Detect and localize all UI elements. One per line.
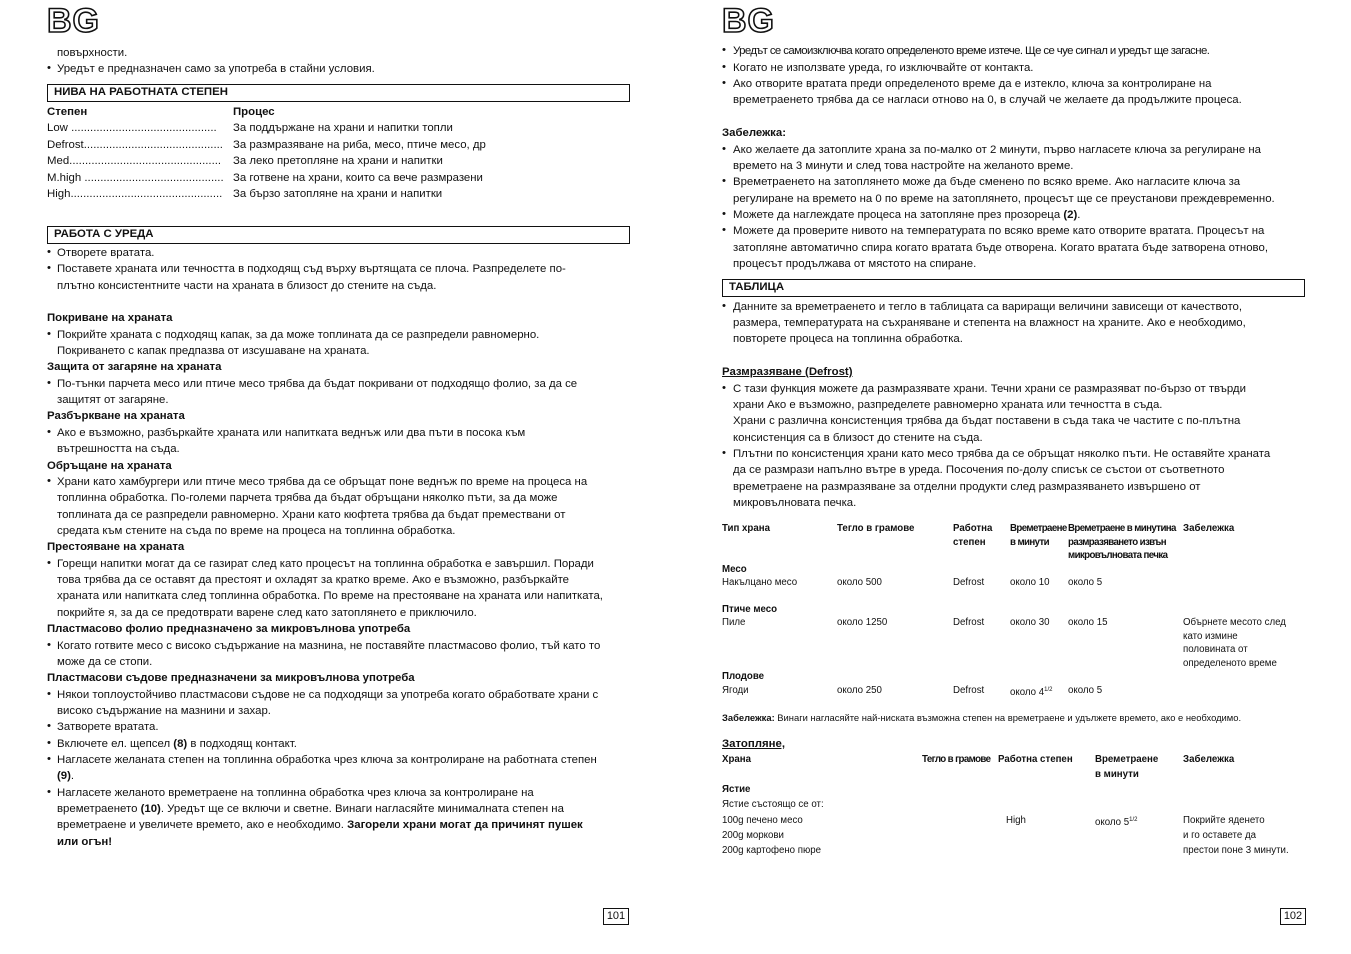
paragraph-line: Ако отворите вратата преди определеното време да е изтекло, ключа за контролиране на bbox=[733, 78, 1212, 90]
table-cell: около 30 bbox=[1010, 617, 1050, 628]
table-note-cell: определеното време bbox=[1183, 658, 1277, 669]
bullet: • bbox=[47, 377, 51, 389]
step-place-food: плътно консистентните части на храната в близост до стените на съда. bbox=[57, 280, 437, 292]
bullet: • bbox=[47, 737, 51, 749]
level-name: Low .............................................. bbox=[47, 122, 217, 134]
level-process: За бързо затопляне на храни и напитки bbox=[233, 188, 443, 200]
bullet: • bbox=[722, 143, 726, 155]
paragraph-line: Плътни по консистенция храни като месо трябва да се обръщат няколко пъти. Не оставяйте храната bbox=[733, 448, 1271, 460]
table-header-time-after: размразяването извън bbox=[1068, 537, 1167, 548]
left-intro-bullet: Уредът е предназначен само за употреба в стайни условия. bbox=[57, 63, 375, 75]
table-cell: Defrost bbox=[953, 685, 985, 696]
table-cell: 200g картофено пюре bbox=[722, 845, 822, 856]
subheading-foil: Пластмасово фолио предназначено за микровълнова употреба bbox=[47, 623, 411, 635]
paragraph-line: времетраене на размразяване за отделни продукти след размразяването извършено от bbox=[733, 481, 1201, 493]
paragraph-line: Времетраенето на затоплянето може да бъде сменено по всяко време. Ако нагласите ключа за bbox=[733, 176, 1241, 188]
table-cell: около $5^{1/2}$ bbox=[1095, 817, 1138, 829]
paragraph-line: вътрешността на съда. bbox=[57, 443, 180, 455]
subheading-turn: Обръщане на храната bbox=[47, 460, 172, 472]
table-header-food: Храна bbox=[722, 754, 752, 765]
table-note-cell: Обърнете месото след bbox=[1183, 617, 1286, 628]
bullet: • bbox=[47, 475, 51, 487]
paragraph-line: Горещи напитки могат да се газират след като процесът на топлинна обработка е завършил. Поради bbox=[57, 558, 594, 570]
page-number: 101 bbox=[603, 908, 629, 925]
paragraph-line: Покриването с капак предпазва от изсушаване на храната. bbox=[57, 345, 370, 357]
table-header-time: Времетраене bbox=[1095, 754, 1159, 765]
paragraph-line: храни Ако е възможно, разпределете равномерно храната или течността в съда. bbox=[733, 399, 1163, 411]
table-header-time: Времетраене bbox=[1010, 523, 1067, 534]
bullet: • bbox=[47, 786, 51, 798]
paragraph-line: регулиране на времето на 0 по време на затоплянето, процесът ще се преустанови преждевременно. bbox=[733, 193, 1275, 205]
table-note-cell: престои поне 3 минути. bbox=[1183, 845, 1289, 856]
paragraph-line: да се размрази напълно вътре в уреда. Посочения по-долу списък се състои от съответното bbox=[733, 464, 1225, 476]
step-plug-in: Включете ел. щепсел (8) в подходящ контакт. bbox=[57, 738, 297, 750]
bullet: • bbox=[722, 300, 726, 312]
note-heading: Забележка: bbox=[722, 127, 787, 139]
paragraph-line: Уредът се самоизключва когато определеното време изтече. Ще се чуе сигнал и уредът ще загасне. bbox=[733, 45, 1210, 57]
bullet: • bbox=[722, 208, 726, 220]
paragraph-line: Ако е възможно, разбъркайте храната или напитката веднъж или два пъти в посока към bbox=[57, 427, 526, 439]
paragraph-line: процесът продължава от мястото на спиране. bbox=[733, 258, 977, 270]
table-header-time-after: Времетраене в минутина bbox=[1068, 523, 1176, 534]
paragraph-line: С тази функция можете да размразявате храни. Течни храни се размразяват по-бързо от твърди bbox=[733, 383, 1246, 395]
table-cell: около 5 bbox=[1068, 685, 1103, 696]
paragraph-line: Когато готвите месо с високо съдържание на мазнина, не поставяйте пластмасово фолио, тъй като то bbox=[57, 640, 601, 652]
right-language-label: BG bbox=[722, 2, 775, 40]
table-note-cell: като измине bbox=[1183, 631, 1238, 642]
heating-heading: Затопляне, bbox=[722, 738, 785, 750]
paragraph-line: средата към стените на съда по време на процеса на топлинна обработка. bbox=[57, 525, 456, 537]
bullet: • bbox=[47, 720, 51, 732]
table-category: Плодове bbox=[722, 671, 765, 682]
paragraph-line: повторете процеса на топлинна обработка. bbox=[733, 333, 963, 345]
paragraph-line: Данните за времетраенето и тегло в таблицата са вариращи величини зависещи от качеството, bbox=[733, 301, 1243, 313]
table-cell: около 10 bbox=[1010, 577, 1050, 588]
left-intro-line: повърхности. bbox=[57, 47, 128, 59]
paragraph-line: времетраенето трябва да се нагласи отново на 0, в случай че желаете да продължите процеса. bbox=[733, 94, 1242, 106]
table-category: Птиче месо bbox=[722, 604, 778, 615]
paragraph-line: високо съдържание на мазнини и захар. bbox=[57, 705, 271, 717]
step-place-food: Поставете храната или течността в подходящ съд върху въртящата се плоча. Разпределете по- bbox=[57, 263, 566, 275]
step-close-door: Затворете вратата. bbox=[57, 721, 159, 733]
paragraph-line: размера, температурата на съхраняване и степента на влажност на храните. Ако е необходимо, bbox=[733, 317, 1246, 329]
table-note-cell: половината от bbox=[1183, 644, 1248, 655]
paragraph-line: Ако желаете да затоплите храна за по-малко от 2 минути, първо нагласете ключа за регулиране на bbox=[733, 144, 1261, 156]
table-cell: Ягоди bbox=[722, 685, 749, 696]
table-cell: Ястие състоящо се от: bbox=[722, 799, 824, 810]
bullet: • bbox=[47, 62, 51, 74]
paragraph-line: микровълновата печка. bbox=[733, 497, 857, 509]
table-category: Ястие bbox=[722, 784, 751, 795]
bullet: • bbox=[47, 639, 51, 651]
paragraph-line: По-тънки парчета месо или птиче месо трябва да бъдат покривани от подходящо фолио, за да се bbox=[57, 378, 578, 390]
bullet: • bbox=[47, 426, 51, 438]
paragraph-line: Можете да наглеждате процеса на затопляне през прозореца (2). bbox=[733, 209, 1081, 221]
table-category: Месо bbox=[722, 564, 747, 575]
table-header-level: Работна bbox=[953, 523, 993, 534]
level-name: Defrost............................................ bbox=[47, 139, 223, 151]
bullet: • bbox=[47, 753, 51, 765]
level-process: За поддържане на храни и напитки топли bbox=[233, 122, 453, 134]
table-cell: Defrost bbox=[953, 577, 985, 588]
table-cell: High bbox=[1006, 815, 1026, 826]
table-cell: 200g моркови bbox=[722, 830, 784, 841]
paragraph-line: топлината да се разпредели равномерно. Храни като кюфтета трябва да бъдат премествани от bbox=[57, 509, 566, 521]
table-header-level: степен bbox=[953, 537, 986, 548]
bullet: • bbox=[722, 61, 726, 73]
table-cell: около 500 bbox=[837, 577, 882, 588]
table-header-time: в минути bbox=[1010, 537, 1050, 548]
paragraph-line: топлинна обработка. По-големи парчета трябва да бъдат обръщани няколко пъти, за да може bbox=[57, 492, 558, 504]
subheading-cover: Покриване на храната bbox=[47, 312, 173, 324]
paragraph-line: Храни като хамбургери или птиче месо трябва да се обръщат поне веднъж по време на процеса на bbox=[57, 476, 588, 488]
level-name: Med................................................ bbox=[47, 155, 222, 167]
table-note-cell: и го оставете да bbox=[1183, 830, 1257, 841]
bullet: • bbox=[47, 246, 51, 258]
paragraph-line: защитят от загаряне. bbox=[57, 394, 169, 406]
bullet: • bbox=[722, 224, 726, 236]
bullet: • bbox=[722, 44, 726, 56]
table-cell: 100g печено месо bbox=[722, 815, 803, 826]
table-header-weight: Тегло в грамове bbox=[837, 523, 915, 534]
table-header-food-type: Тип храна bbox=[722, 523, 770, 534]
bullet: • bbox=[47, 328, 51, 340]
table-header-time-after: микровълновата печка bbox=[1068, 550, 1168, 561]
paragraph-line: може да се стопи. bbox=[57, 656, 153, 668]
step-set-time: времетраене и увеличете времето, ако е необходимо. Загорели храни могат да причинят пушек bbox=[57, 819, 583, 831]
subheading-protect: Защита от загаряне на храната bbox=[47, 361, 222, 373]
table-cell: около 1250 bbox=[837, 617, 888, 628]
paragraph-line: Храни с различна консистенция трябва да бъдат поставени в съда така че частите с по-плътна bbox=[733, 415, 1241, 427]
bullet: • bbox=[722, 382, 726, 394]
table-cell: около 250 bbox=[837, 685, 882, 696]
table-header-level: Работна степен bbox=[998, 754, 1073, 765]
step-open-door: Отворете вратата. bbox=[57, 247, 155, 259]
subheading-stand: Престояване на храната bbox=[47, 541, 185, 553]
table-header-time: в минути bbox=[1095, 769, 1139, 780]
table-header-note: Забележка bbox=[1183, 754, 1235, 765]
section-heading-table: ТАБЛИЦА bbox=[722, 279, 1305, 297]
bullet: • bbox=[722, 77, 726, 89]
subheading-containers: Пластмасови съдове предназначени за микровълнова употреба bbox=[47, 672, 415, 684]
step-set-power: Нагласете желаната степен на топлинна обработка чрез ключа за контролиране на работната степен bbox=[57, 754, 597, 766]
table-note-cell: Покрийте яденето bbox=[1183, 815, 1265, 826]
level-process: За размразяване на риба, месо, птиче месо, др bbox=[233, 139, 486, 151]
paragraph-line: храната или напитката след топлинна обработка. По време на престояване на храната или напитката, bbox=[57, 590, 603, 602]
paragraph-line: Някои топлоустойчиво пластмасови съдове не са подходящи за употреба когато обработвате храни с bbox=[57, 689, 599, 701]
defrost-heading: Размразяване (Defrost) bbox=[722, 366, 853, 378]
level-name: High................................................ bbox=[47, 188, 223, 200]
table-cell: около $4^{1/2}$ bbox=[1010, 687, 1053, 699]
subheading-stir: Разбъркване на храната bbox=[47, 410, 185, 422]
bullet: • bbox=[47, 557, 51, 569]
level-process: За готвене на храни, които са вече размразени bbox=[233, 172, 483, 184]
step-set-time: Нагласете желаното времетраене на топлинна обработка чрез ключа за контролиране на bbox=[57, 787, 534, 799]
table-cell: Накълцано месо bbox=[722, 577, 798, 588]
bullet: • bbox=[722, 175, 726, 187]
paragraph-line: времето на 3 минути и след това настройте на желаното време. bbox=[733, 160, 1074, 172]
bullet: • bbox=[47, 262, 51, 274]
table-cell: Defrost bbox=[953, 617, 985, 628]
table-cell: около 5 bbox=[1068, 577, 1103, 588]
table-cell: Пиле bbox=[722, 617, 746, 628]
step-set-time: или огън! bbox=[57, 836, 113, 848]
table-header-note: Забележка bbox=[1183, 523, 1235, 534]
paragraph-line: покрийте я, за да се предотврати варене след като затоплянето е приключило. bbox=[57, 607, 477, 619]
section-heading-operation: РАБОТА С УРЕДА bbox=[47, 226, 630, 244]
step-set-power: (9). bbox=[57, 770, 75, 782]
level-process: За леко претопляне на храни и напитки bbox=[233, 155, 443, 167]
step-set-time: времетраенето (10). Уредът ще се включи и светне. Винаги нагласяйте минималната степен на bbox=[57, 803, 564, 815]
paragraph-line: Когато не използвате уреда, го изключвайте от контакта. bbox=[733, 62, 1034, 74]
levels-header-level: Степен bbox=[47, 106, 88, 118]
paragraph-line: Можете да проверите нивото на температурата по всяко време като отворите вратата. Процесът на bbox=[733, 225, 1265, 237]
bullet: • bbox=[722, 447, 726, 459]
table-footnote: Забележка: Винаги нагласяйте най-ниската възможна степен на времетраене и удължете времето, ако е необходимо. bbox=[722, 712, 1242, 723]
levels-header-process: Процес bbox=[233, 106, 275, 118]
level-name: M.high ............................................ bbox=[47, 172, 224, 184]
section-heading-power-levels: НИВА НА РАБОТНАТА СТЕПЕН bbox=[47, 84, 630, 102]
page-number: 102 bbox=[1280, 908, 1306, 925]
paragraph-line: това трябва да се оставят да престоят и охладят за кратко време. Ако е възможно, разбъркайте bbox=[57, 574, 570, 586]
table-cell: около 15 bbox=[1068, 617, 1108, 628]
paragraph-line: консистенция са в близост до стените на съда. bbox=[733, 432, 983, 444]
paragraph-line: затопляне автоматично спира когато вратата бъде отворена. Когато вратата бъде затворена отново, bbox=[733, 242, 1268, 254]
paragraph-line: Покрийте храната с подходящ капак, за да може топлината да се разпредели равномерно. bbox=[57, 329, 540, 341]
bullet: • bbox=[47, 688, 51, 700]
left-language-label: BG bbox=[47, 2, 100, 40]
table-header-weight: Тегло в грамове bbox=[922, 754, 991, 765]
